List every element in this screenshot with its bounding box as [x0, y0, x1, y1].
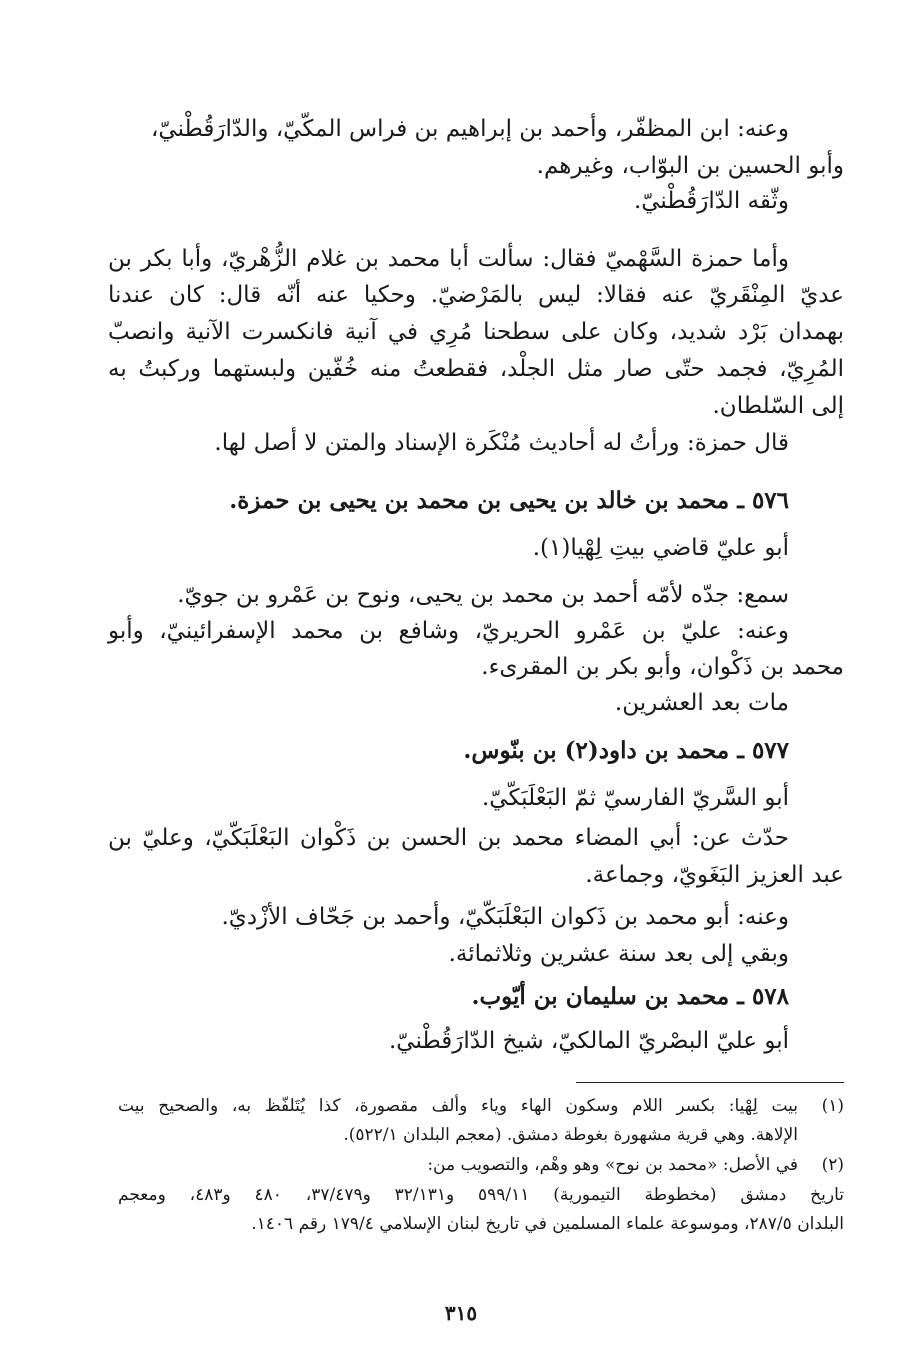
text-line: سمع: جدّه لأمّه أحمد بن محمد بن يحيى، ونوح بن عَمْرو بن جويّ.: [177, 582, 789, 608]
footnote-marker-1: (١): [821, 1096, 844, 1116]
text-line: وعنه: عليّ بن عَمْرو الحريريّ، وشافع بن محمد الإسفرائينيّ، وأبو: [108, 618, 789, 644]
entry-heading-578: ٥٧٨ ـ محمد بن سليمان بن أيّوب.: [471, 983, 789, 1010]
footnote-line: البلدان ٢٨٧/٥، وموسوعة علماء المسلمين في تاريخ لبنان الإسلامي ١٧٩/٤ رقم ١٤٠٦.: [251, 1214, 844, 1234]
text-line: وبقي إلى بعد سنة عشرين وثلاثمائة.: [448, 941, 789, 967]
entry-heading-577: ٥٧٧ ـ محمد بن داود(٢) بن بنّوس.: [463, 737, 789, 764]
footnote-line: تاريخ دمشق (مخطوطة التيمورية) ٥٩٩/١١ و٣٢/١٣١ و٣٧/٤٧٩، ٤٨٠ و٤٨٣، ومعجم: [118, 1185, 844, 1205]
text-line: قال حمزة: ورأتُ له أحاديث مُنْكَرة الإسناد والمتن لا أصل لها.: [214, 430, 789, 456]
text-line: حدّث عن: أبي المضاء محمد بن الحسن بن ذَكْوان البَعْلَبَكّيّ، وعليّ بن: [108, 825, 789, 851]
text-line: وأبو الحسين بن البوّاب، وغيرهم.: [536, 153, 844, 179]
page-number: ٣١٥: [444, 1301, 478, 1325]
text-line: عبد العزيز البَغَويّ، وجماعة.: [585, 862, 844, 888]
text-line: إلى السّلطان.: [712, 393, 844, 419]
text-line: المُرِيّ، فجمد حتّى صار مثل الجلْد، فقطعتُ منه خُفّين ولبستهما وركبتُ به: [108, 356, 844, 382]
text-line: أبو عليّ البصْريّ المالكيّ، شيخ الدّارَقُطْنيّ.: [388, 1028, 789, 1054]
text-line: بهمدان بَرْد شديد، وكان على سطحنا مُرِي في آنية فانكسرت الآنية وانصبّ: [108, 319, 844, 345]
footnote-marker-2: (٢): [821, 1155, 844, 1175]
footnote-line: الإلاهة. وهي قرية مشهورة بغوطة دمشق. (معجم البلدان ٥٢٢/١).: [343, 1125, 798, 1145]
text-line: مات بعد العشرين.: [614, 690, 789, 716]
text-line: أبو عليّ قاضي بيتِ لِهْيا(١).: [532, 535, 789, 561]
footnote-separator: [576, 1082, 844, 1083]
text-line: عديّ المِنْقَريّ عنه فقالا: ليس بالمَرْضيّ. وحكيا عنه أنّه قال: كان عندنا: [108, 282, 844, 308]
footnote-line: بيت لِهْيا: بكسر اللام وسكون الهاء وياء وألف مقصورة، كذا يُتَلفّظ به، والصحيح بيت: [118, 1096, 798, 1116]
text-line: وعنه: ابن المظفّر، وأحمد بن إبراهيم بن فراس المكّيّ، والدّارَقُطْنيّ،: [150, 116, 789, 142]
text-line: أبو السَّريّ الفارسيّ ثمّ البَعْلَبَكّيّ.: [482, 785, 789, 811]
text-line: وثّقه الدّارَقُطْنيّ.: [633, 188, 789, 214]
footnote-line: في الأصل: «محمد بن نوح» وهو وهْم، والتصويب من:: [427, 1155, 798, 1175]
text-line: محمد بن ذَكْوان، وأبو بكر بن المقرىء.: [481, 654, 844, 680]
entry-heading-576: ٥٧٦ ـ محمد بن خالد بن يحيى بن محمد بن يحيى بن حمزة.: [229, 487, 789, 514]
text-line: وعنه: أبو محمد بن ذَكوان البَعْلَبَكّيّ، وأحمد بن جَحّاف الأزْديّ.: [221, 904, 789, 930]
text-line: وأما حمزة السَّهْميّ فقال: سألت أبا محمد بن غلام الزُّهْريّ، وأبا بكر بن: [108, 246, 789, 272]
